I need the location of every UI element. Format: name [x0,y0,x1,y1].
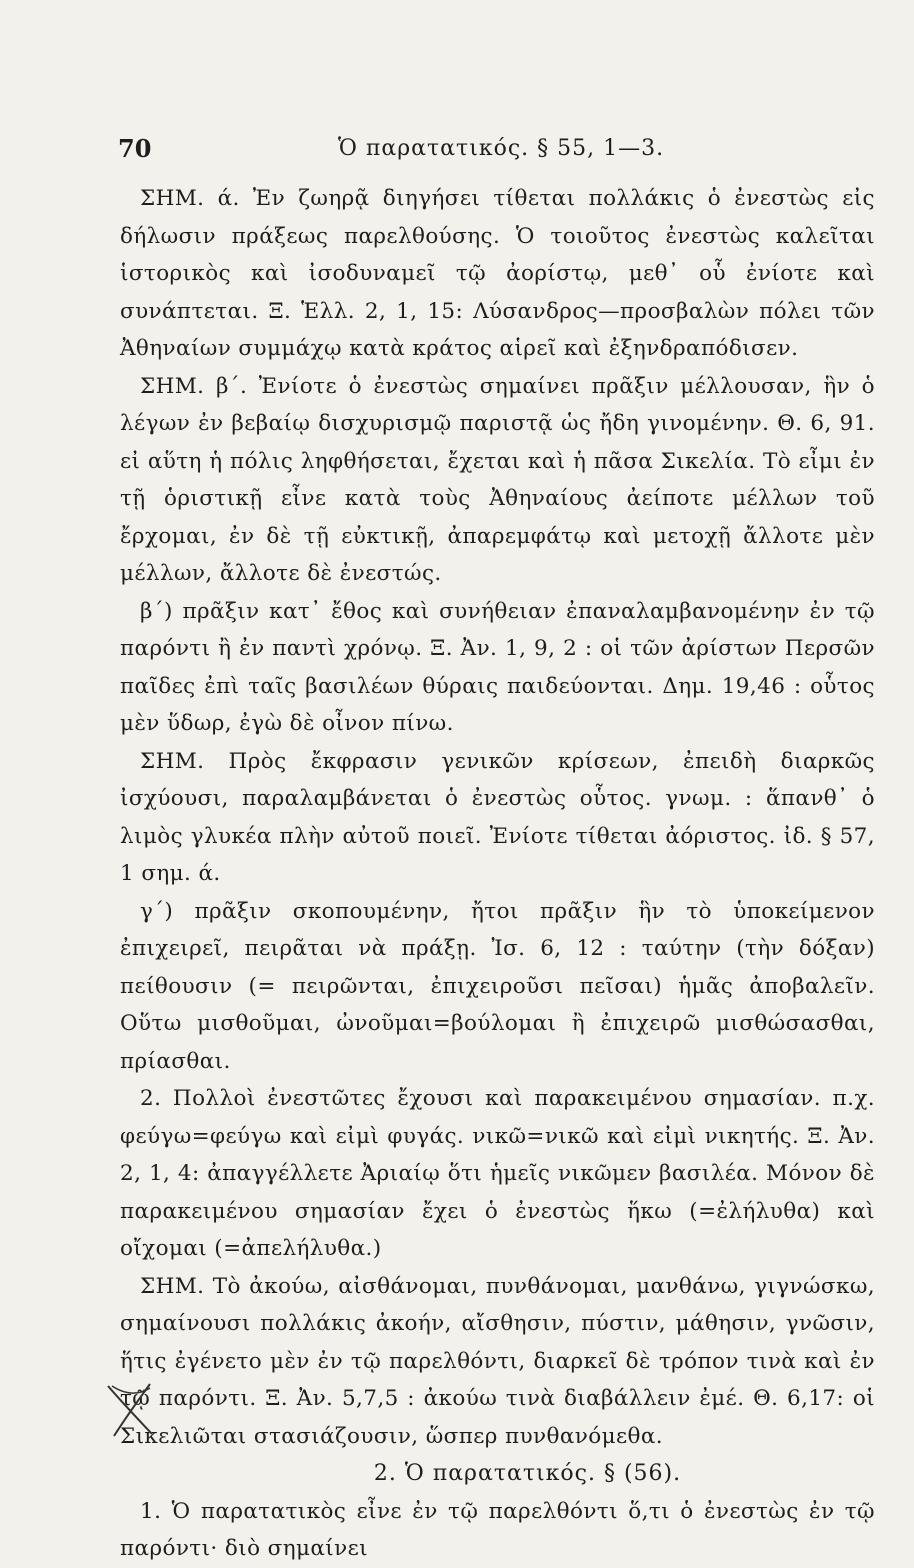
paragraph-note-senses: ΣΗΜ. Τὸ ἀκούω, αἰσθάνομαι, πυνθάνομαι, μανθάνω, γιγνώσκω, σημαίνουσι πολλάκις ἀκοήν, αἴσθησιν, πύστιν, μάθησιν, γνῶσιν, ἥτις ἐγένετο μὲν ἐν τῷ παρελθόντι, διαρκεῖ δὲ τρόπον τινὰ καὶ ἐν τῷ παρόντι. Ξ. Ἀν. 5,7,5 : ἀκούω τινὰ διαβάλλειν ἐμέ. Θ. 6,17: οἱ Σικελιῶται στασιάζουσιν, ὥσπερ πυνθανόμεθα. [120,1273,875,1449]
section-title: 2. Ὁ παρατατικός. § (56). [373,1461,682,1486]
paragraph-note-a: ΣΗΜ. ά. Ἐν ζωηρᾷ διηγήσει τίθεται πολλάκις ὁ ἐνεστὼς εἰς δήλωσιν πράξεως παρελθούσης. Ὁ τοιοῦτος ἐνεστὼς καλεῖται ἱστορικὸς καὶ ἰσοδυναμεῖ τῷ ἀορίστῳ, μεθ᾽ οὗ ἐνίοτε καὶ συνάπτεται. Ξ. Ἑλλ. 2, 1, 15: Λύσανδρος—προσβαλὼν πόλει τῶν Ἀθηναίων συμμάχῳ κατὰ κράτος αἱρεῖ καὶ ἐξηνδραπόδισεν. [120,186,875,361]
body-text [120,180,875,1568]
running-head: Ὁ παρατατικός. § 55, 1—3. [338,135,665,161]
handwritten-cross-mark [100,1380,160,1440]
paragraph-gamma: γ΄) πρᾶξιν σκοπουμένην, ἤτοι πρᾶξιν ἣν τὸ ὑποκείμενον ἐπιχειρεῖ, πειρᾶται νὰ πράξῃ. Ἰσ. 6, 12 : ταύτην (τὴν δόξαν) πείθουσιν (= πειρῶνται, ἐπιχειροῦσι πεῖσαι) ἡμᾶς ἀποβαλεῖν. Οὕτω μισθοῦμαι, ὠνοῦμαι=βούλομαι ἢ ἐπιχειρῶ μισθώσασθαι, πρίασθαι. [120,898,875,1074]
paragraph-2: 2. Πολλοὶ ἐνεστῶτες ἔχουσι καὶ παρακειμένου σημασίαν. π.χ. φεύγω=φεύγω καὶ εἰμὶ φυγάς. νικῶ=νικῶ καὶ εἰμὶ νικητής. Ξ. Ἀν. 2, 1, 4: ἀπαγγέλλετε Ἀριαίῳ ὅτι ἡμεῖς νικῶμεν βασιλέα. Μόνον δὲ παρακειμένου σημασίαν ἔχει ὁ ἐνεστὼς ἥκω (=ἐλήλυθα) καὶ οἴχομαι (=ἀπελήλυθα.) [120,1086,875,1261]
paragraph-beta: β΄) πρᾶξιν κατ᾽ ἔθος καὶ συνήθειαν ἐπαναλαμβανομένην ἐν τῷ παρόντι ἢ ἐν παντὶ χρόνῳ. Ξ. Ἀν. 1, 9, 2 : οἱ τῶν ἀρίστων Περσῶν παῖδες ἐπὶ ταῖς βασιλέων θύραις παιδεύονται. Δημ. 19,46 : οὗτος μὲν ὕδωρ, ἐγὼ δὲ οἶνον πίνω. [120,598,875,736]
paragraph-note-general: ΣΗΜ. Πρὸς ἔκφρασιν γενικῶν κρίσεων, ἐπειδὴ διαρκῶς ἰσχύουσι, παραλαμβάνεται ὁ ἐνεστὼς οὗτος. γνωμ. : ἅπανθ᾽ ὁ λιμὸς γλυκέα πλὴν αὐτοῦ ποιεῖ. Ἐνίοτε τίθεται ἀόριστος. ἰδ. § 57, 1 σημ. ά. [120,748,875,886]
page-number: 70 [118,133,152,163]
paragraph-note-b: ΣΗΜ. β΄. Ἐνίοτε ὁ ἐνεστὼς σημαίνει πρᾶξιν μέλλουσαν, ἣν ὁ λέγων ἐν βεβαίῳ δισχυρισμῷ παριστᾷ ὡς ἤδη γινομένην. Θ. 6, 91. εἰ αὕτη ἡ πόλις ληφθήσεται, ἔχεται καὶ ἡ πᾶσα Σικελία. Τὸ εἶμι ἐν τῇ ὁριστικῇ εἶνε κατὰ τοὺς Ἀθηναίους ἀείποτε μέλλων τοῦ ἔρχομαι, ἐν δὲ τῇ εὐκτικῇ, ἀπαρεμφάτῳ καὶ μετοχῇ ἄλλοτε μὲν μέλλων, ἄλλοτε δὲ ἐνεστώς. [120,373,875,586]
page-header [118,128,878,168]
closing-paragraph: 1. Ὁ παρατατικὸς εἶνε ἐν τῷ παρελθόντι ὅ,τι ὁ ἐνεστὼς ἐν τῷ παρόντι· διὸ σημαίνει [120,1498,875,1561]
